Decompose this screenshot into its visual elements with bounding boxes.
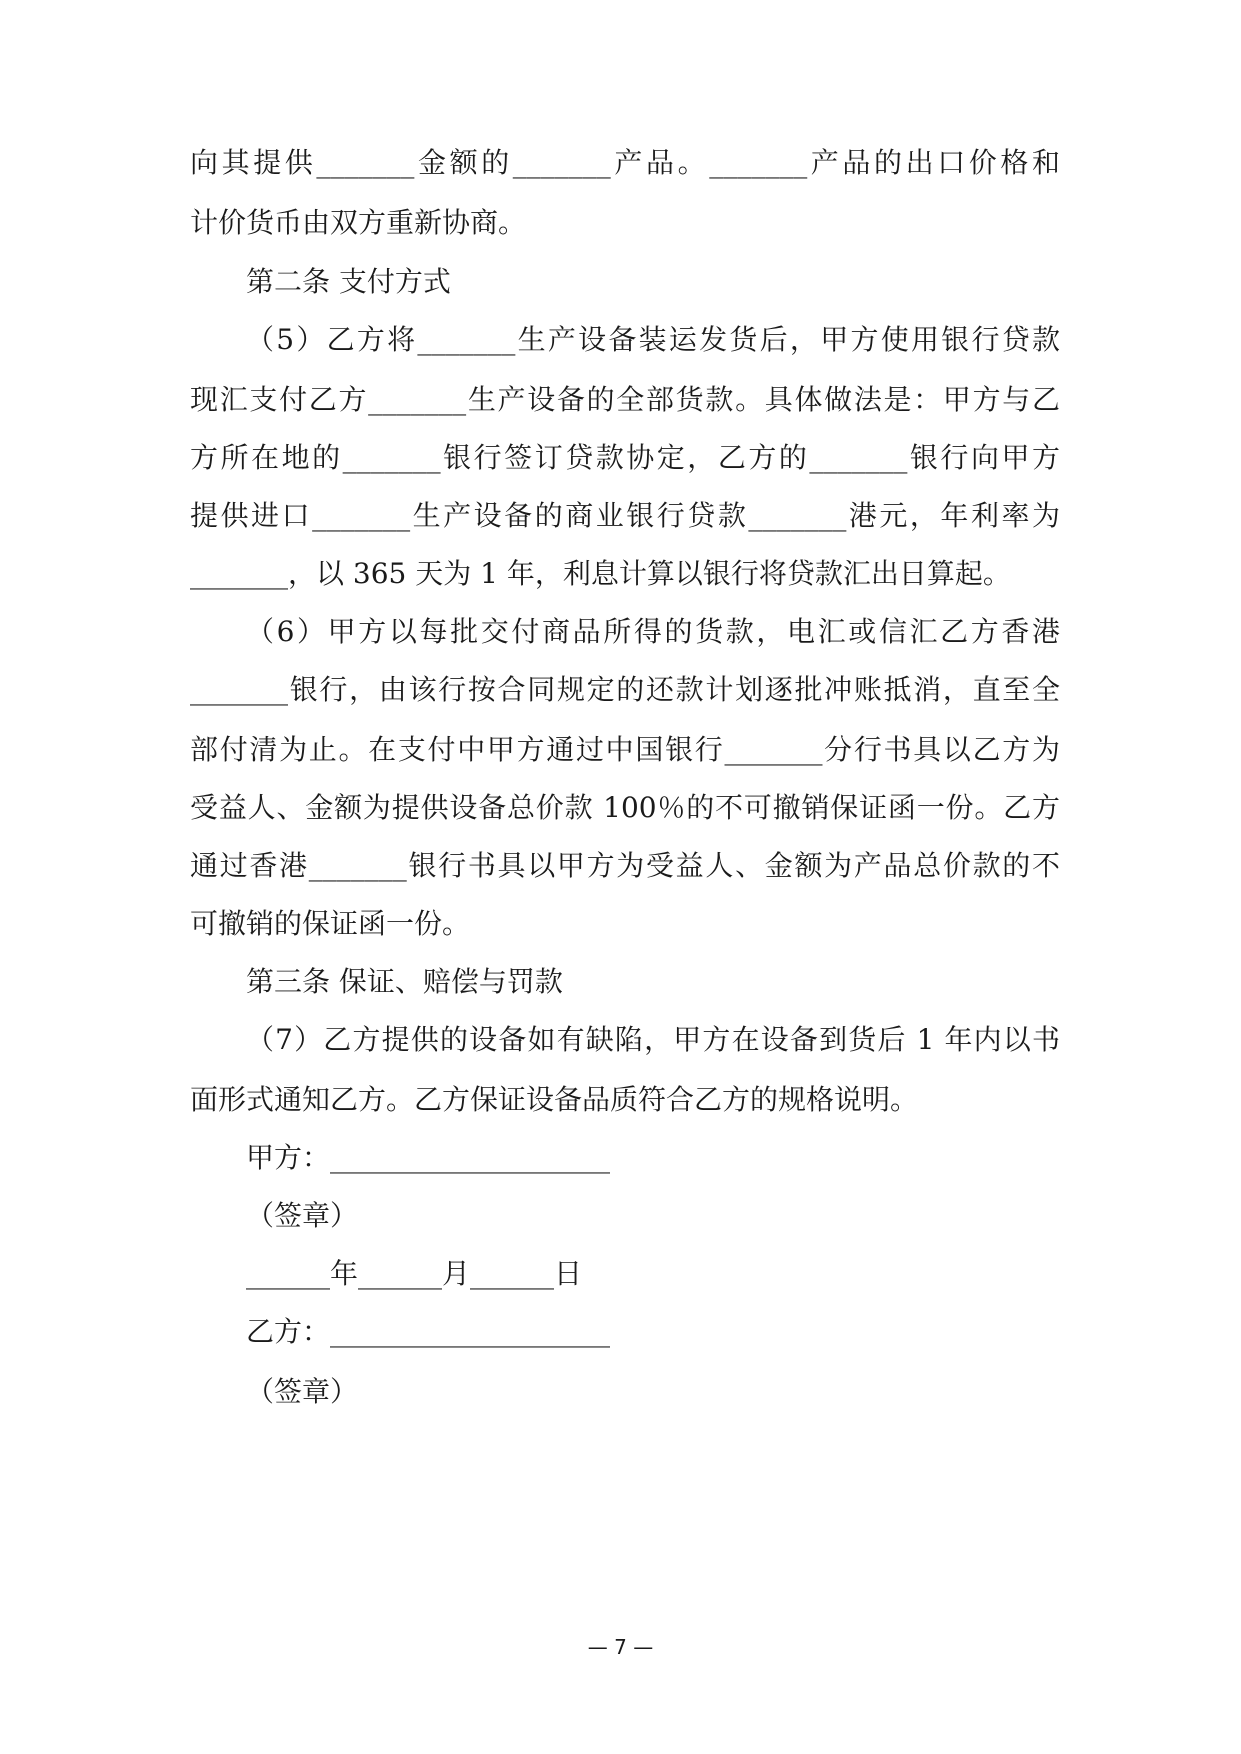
- party-a-signature-line: 甲方：____________________: [246, 1141, 611, 1174]
- article-heading: 第三条 保证、赔偿与罚款: [246, 965, 563, 998]
- text-line: 现汇支付乙方_______生产设备的全部货款。具体做法是：甲方与乙: [190, 383, 1060, 416]
- seal-label: （签章）: [246, 1375, 359, 1408]
- text-line: 部付清为止。在支付中甲方通过中国银行_______分行书具以乙方为: [190, 733, 1060, 766]
- article-heading: 第二条 支付方式: [246, 265, 451, 298]
- text-line: 计价货币由双方重新协商。: [190, 206, 527, 239]
- text-line: （7）乙方提供的设备如有缺陷，甲方在设备到货后 1 年内以书: [246, 1023, 1060, 1056]
- text-line: 受益人、金额为提供设备总价款 100％的不可撤销保证函一份。乙方: [190, 791, 1060, 824]
- page-number: — 7 —: [587, 1635, 654, 1659]
- text-line: 面形式通知乙方。乙方保证设备品质符合乙方的规格说明。: [190, 1083, 919, 1116]
- party-b-signature-line: 乙方：____________________: [246, 1315, 611, 1348]
- text-line: （6）甲方以每批交付商品所得的货款，电汇或信汇乙方香港: [246, 615, 1060, 648]
- text-line: 通过香港_______银行书具以甲方为受益人、金额为产品总价款的不: [190, 849, 1060, 882]
- text-line: 向其提供_______金额的_______产品。_______产品的出口价格和: [190, 146, 1060, 179]
- text-line: 方所在地的_______银行签订贷款协定，乙方的_______银行向甲方: [190, 441, 1060, 474]
- date-line: ______年______月______日: [246, 1257, 583, 1290]
- seal-label: （签章）: [246, 1199, 359, 1232]
- text-line: （5）乙方将_______生产设备装运发货后，甲方使用银行贷款: [246, 323, 1060, 356]
- text-line: 提供进口_______生产设备的商业银行贷款_______港元，年利率为: [190, 499, 1060, 532]
- text-line: _______银行，由该行按合同规定的还款计划逐批冲账抵消，直至全: [190, 673, 1060, 706]
- text-line: 可撤销的保证函一份。: [190, 907, 471, 940]
- text-line: _______，以 365 天为 1 年，利息计算以银行将贷款汇出日算起。: [190, 557, 1011, 590]
